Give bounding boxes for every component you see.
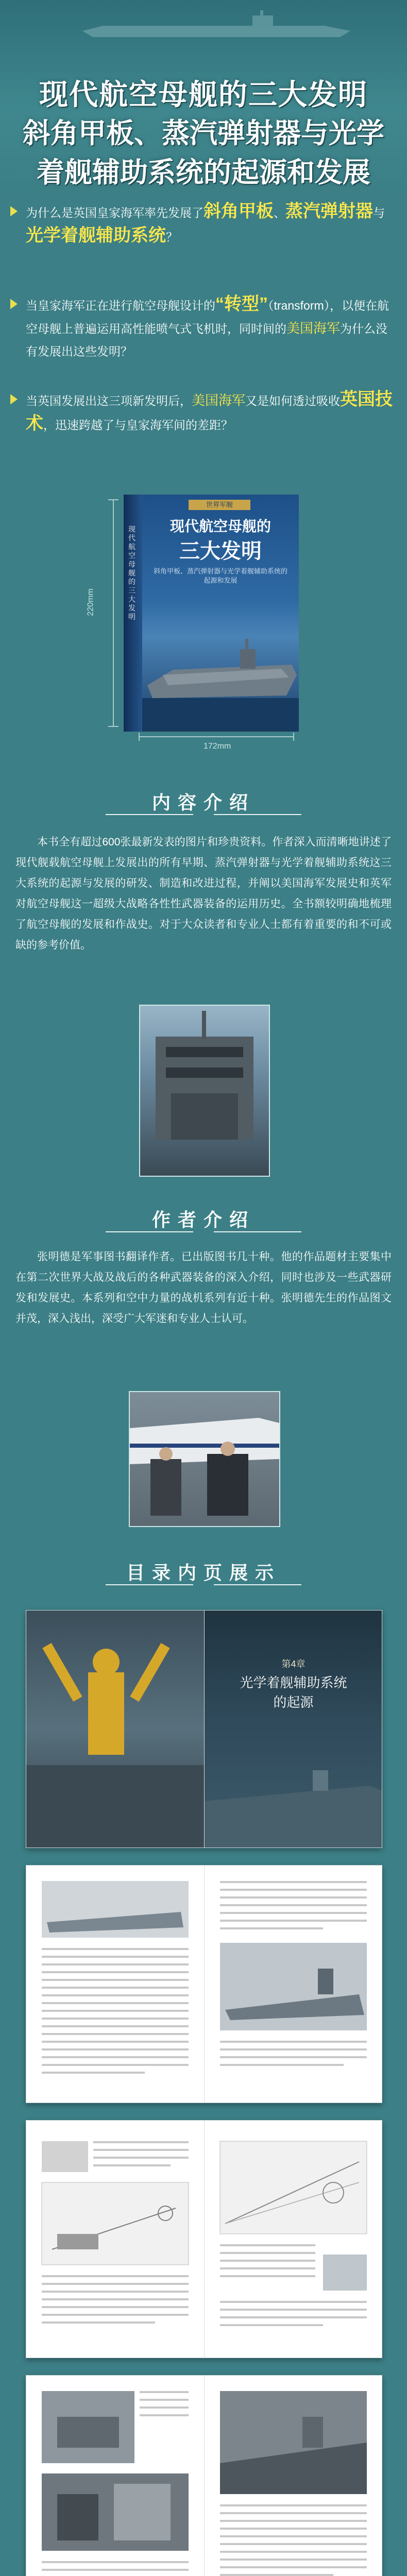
book-spine bbox=[124, 495, 142, 732]
bullet-text: 又是如何透过吸收 bbox=[245, 394, 341, 408]
arrow-bullet-icon bbox=[10, 206, 18, 216]
section-title: 作者介绍 bbox=[151, 1209, 255, 1231]
chapter-title-line2: 的起源 bbox=[273, 1695, 314, 1710]
divider bbox=[214, 1584, 301, 1585]
cover-title-line2: 三大发明 bbox=[179, 539, 262, 563]
bullet-text: 当皇家海军正在进行航空母舰设计的 bbox=[26, 299, 215, 312]
bullet-highlight: 光学着舰辅助系统 bbox=[26, 226, 166, 245]
bullet-highlight: 蒸汽弹射器 bbox=[285, 201, 373, 221]
bullet-text: （transform），以便在航空母舰上普遍运用高性能喷气式飞机时，同时间的 bbox=[26, 299, 389, 335]
page-chapter-title bbox=[204, 1611, 382, 1848]
author-photo-carrier-bridge bbox=[139, 1005, 270, 1177]
bullet-highlight: 美国海军 bbox=[286, 320, 341, 336]
bullet-highlight: 美国海军 bbox=[192, 393, 246, 408]
spine-title: 现代航空母舰的三大发明 bbox=[128, 526, 135, 621]
hero-banner bbox=[0, 0, 407, 196]
hero-title-line1: 现代航空母舰的三大发明 bbox=[39, 78, 368, 112]
author-photo-airplane bbox=[129, 1391, 280, 1527]
width-label: 172mm bbox=[204, 742, 231, 751]
bullet-text: 、 bbox=[274, 206, 285, 219]
divider bbox=[214, 1231, 301, 1232]
arrow-bullet-icon bbox=[10, 299, 18, 309]
bullet-text: 为什么是英国皇家海军率先发展了 bbox=[26, 206, 204, 219]
cover-subtitle: 斜角甲板、蒸汽弹射器与光学着舰辅助系统的起源和发展 bbox=[153, 567, 287, 584]
toc-header bbox=[0, 1553, 407, 1589]
bullet-text: 为什么没有发展出这些发明？ bbox=[26, 322, 388, 358]
section-title: 内容介绍 bbox=[151, 792, 255, 814]
chapter-label: 第4章 bbox=[281, 1659, 306, 1669]
divider bbox=[106, 814, 193, 815]
carrier-silhouette-graphic bbox=[82, 10, 350, 41]
sample-page-3 bbox=[26, 2120, 382, 2358]
bullet-text: ，迅速跨越了与皇家海军间的差距？ bbox=[43, 418, 233, 432]
author-intro-header bbox=[0, 1200, 407, 1236]
height-label: 220mm bbox=[86, 588, 95, 616]
page-diagram-column bbox=[204, 2121, 382, 2358]
page-photo-column bbox=[26, 2376, 204, 2576]
arrow-bullet-icon bbox=[10, 394, 18, 404]
book-cover bbox=[124, 495, 299, 732]
page-photo-column bbox=[204, 2376, 382, 2576]
question-bullets bbox=[10, 200, 397, 488]
sample-page-chapter-opener bbox=[26, 1610, 382, 1848]
bullet-text: ？ bbox=[166, 230, 178, 244]
content-intro-header bbox=[0, 783, 407, 819]
hero-title-line3: 着舰辅助系统的起源和发展 bbox=[37, 156, 370, 189]
cover-carrier-image bbox=[142, 598, 299, 732]
divider bbox=[214, 814, 301, 815]
page-text-column bbox=[26, 1866, 204, 2103]
series-badge: 世界军舰 bbox=[189, 500, 250, 510]
page-photo-deck-crew bbox=[26, 1611, 204, 1848]
bullet-text: 当英国发展出这三项新发明后， bbox=[26, 394, 192, 408]
sample-page-2 bbox=[26, 1865, 382, 2103]
page-photo-column bbox=[204, 1866, 382, 2103]
page-diagram-column bbox=[26, 2121, 204, 2358]
divider bbox=[106, 1584, 193, 1585]
section-title: 目录内页展示 bbox=[126, 1562, 281, 1584]
sample-page-4 bbox=[26, 2375, 382, 2576]
height-dimension-line bbox=[31, 495, 124, 737]
cover-title-line1: 现代航空母舰的 bbox=[169, 518, 271, 535]
book-front bbox=[142, 495, 299, 732]
author-intro-text: 张明德是军事图书翻译作者。已出版图书几十种。他的作品题材主要集中在第二次世界大战及战后的各种武器装备的深入介绍，同时也涉及一些武器研发和发展史。本系列和空中力量的战机系列有近十种。张明德先生的作品图文并茂，深入浅出，深受广大军迷和专业人士认可。 bbox=[15, 1251, 392, 1325]
bullet-text: 与 bbox=[373, 206, 385, 219]
bullet-highlight: “转型” bbox=[215, 294, 268, 314]
hero-title-line2: 斜角甲板、蒸汽弹射器与光学 bbox=[23, 116, 384, 149]
bullet-highlight: 斜角甲板 bbox=[204, 201, 274, 221]
content-intro-text: 本书全有超过600张最新发表的图片和珍贵资料。作者深入而清晰地讲述了现代舰载航空母舰上发展出的所有早期、蒸汽弹射器与光学着舰辅助系统这三大系统的起源与发展的研发、制造和改进过程，并阐以美国海军发展史和英军对航空母舰这一超级大战略各性性武器装备的运用历史。全书额较明确地梳理了航空母舰的发展和作战史。对于大众读者和专业人士都有着重要的和不可或缺的参考价值。 bbox=[15, 836, 392, 951]
book-showcase bbox=[0, 484, 407, 762]
bullet-highlight: 英国技术 bbox=[26, 389, 393, 433]
divider bbox=[106, 1231, 193, 1232]
chapter-title-line1: 光学着舰辅助系统 bbox=[240, 1675, 347, 1691]
